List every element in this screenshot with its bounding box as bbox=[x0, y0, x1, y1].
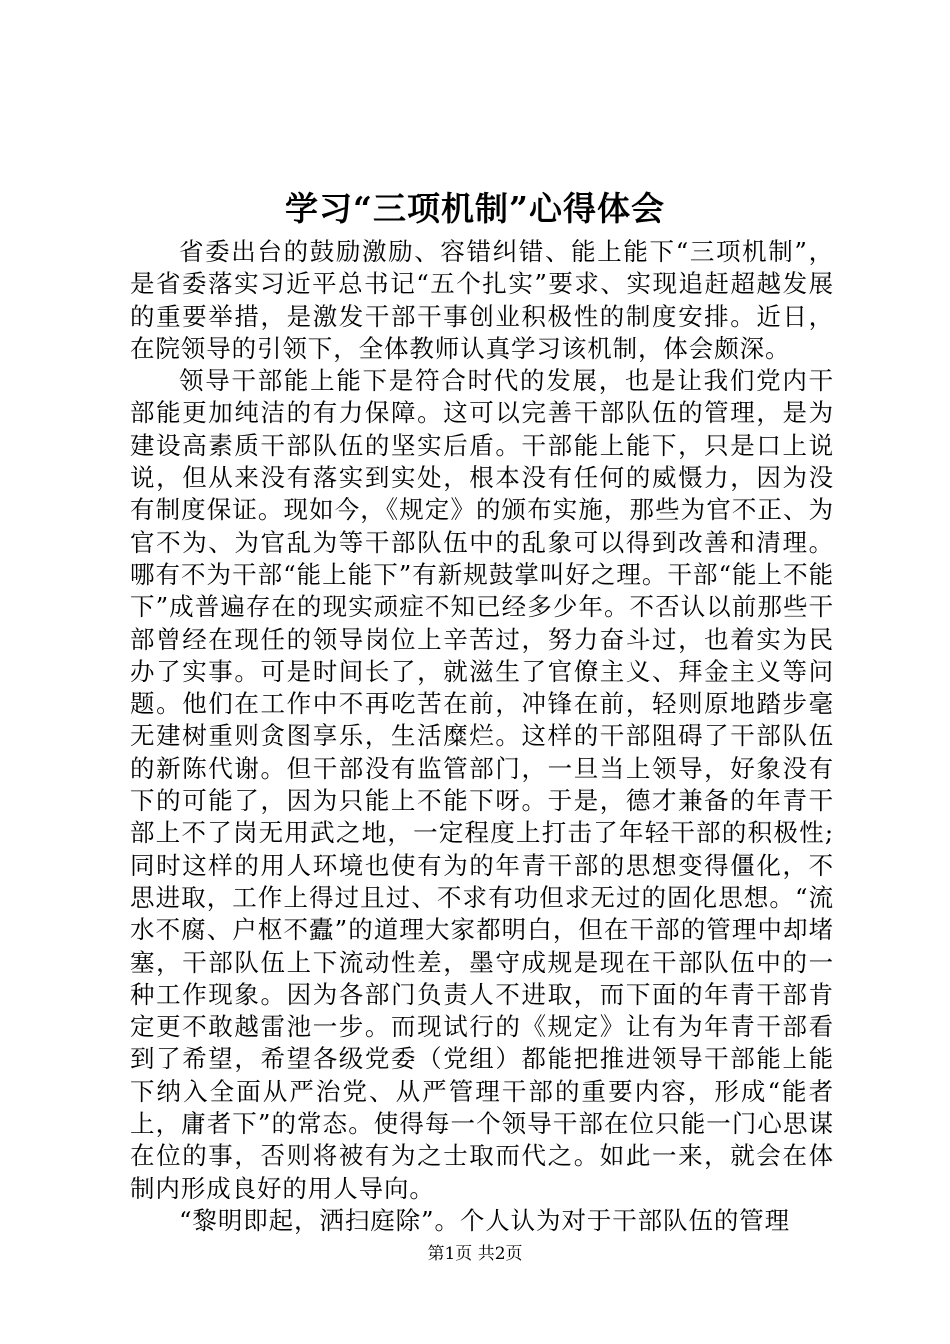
paragraph: “黎明即起，洒扫庭除”。个人认为对于干部队伍的管理 bbox=[179, 1205, 791, 1235]
document-body bbox=[130, 236, 834, 1237]
paragraph: 省委出台的鼓励激励、容错纠错、能上能下“三项机制”，是省委落实习近平总书记“五个扎实”要求、实现追赶超越发展的重要举措，是激发干部干事创业积极性的制度安排。近日，在院领导的引领下，全体教师认真学习该机制，体会颇深。 bbox=[130, 237, 834, 363]
page-footer: 第1页 共2页 bbox=[427, 1244, 523, 1264]
document-title: 学习“三项机制”心得体会 bbox=[285, 189, 665, 228]
paragraph: 领导干部能上能下是符合时代的发展，也是让我们党内干部能更加纯洁的有力保障。这可以完善干部队伍的管理，是为建设高素质干部队伍的坚实后盾。干部能上能下，只是口上说说，但从来没有落实到实处，根本没有任何的威慑力，因为没有制度保证。现如今，《规定》的颁布实施，那些为官不正、为官不为、为官乱为等干部队伍中的乱象可以得到改善和清理。哪有不为干部“能上能下”有新规鼓掌叫好之理。干部“能上不能下”成普遍存在的现实顽症不知已经多少年。不否认以前那些干部曾经在现任的领导岗位上辛苦过，努力奋斗过，也着实为民办了实事。可是时间长了，就滋生了官僚主义、拜金主义等问题。他们在工作中不再吃苦在前，冲锋在前，轻则原地踏步毫无建树重则贪图享乐，生活糜烂。这样的干部阻碍了干部队伍的新陈代谢。但干部没有监管部门，一旦当上领导，好象没有下的可能了，因为只能上不能下呀。于是，德才兼备的年青干部上不了岗无用武之地，一定程度上打击了年轻干部的积极性;同时这样的用人环境也使有为的年青干部的思想变得僵化，不思进取，工作上得过且过、不求有功但求无过的固化思想。“流水不腐、户枢不蠹”的道理大家都明白，但在干部的管理中却堵塞，干部队伍上下流动性差，墨守成规是现在干部队伍中的一种工作现象。因为各部门负责人不进取，而下面的年青干部肯定更不敢越雷池一步。而现试行的《规定》让有为年青干部看到了希望，希望各级党委（党组）都能把推进领导干部能上能下纳入全面从严治党、从严管理干部的重要内容，形成“能者上，庸者下”的常态。使得每一个领导干部在位只能一门心思谋在位的事，否则将被有为之士取而代之。如此一来，就会在体制内形成良好的用人导向。 bbox=[130, 366, 834, 1203]
